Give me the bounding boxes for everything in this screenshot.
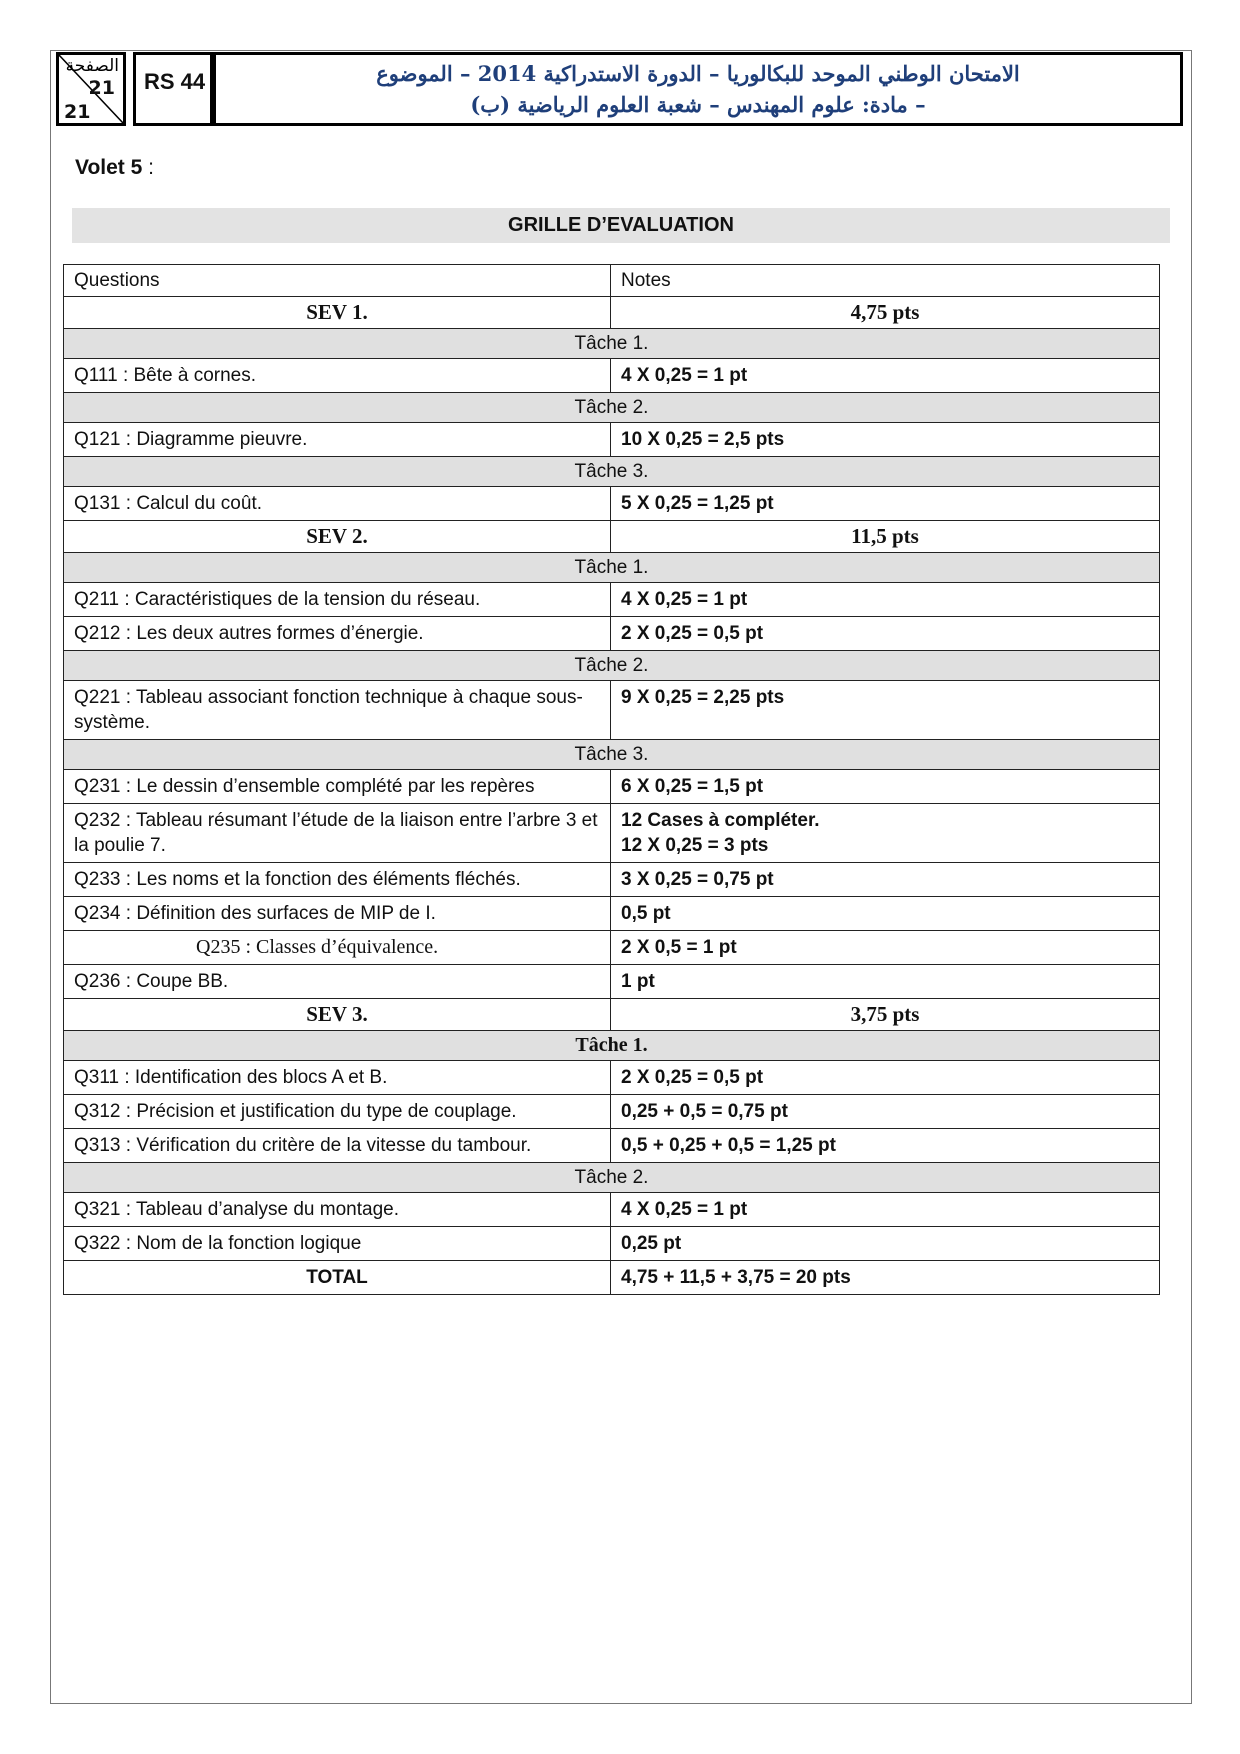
sev3-label: SEV 3. (64, 999, 611, 1031)
table-row (64, 681, 1160, 740)
exam-title-line1: الامتحان الوطني الموحد للبكالوريا – الدورة الاستدراكية 2014 – الموضوع (376, 61, 1020, 86)
question-cell: Q121 : Diagramme pieuvre. (64, 423, 611, 457)
table-row (64, 804, 1160, 863)
total-row (64, 1261, 1160, 1295)
note-cell: 9 X 0,25 = 2,25 pts (611, 681, 1160, 740)
tache-row (64, 393, 1160, 423)
note-cell (611, 804, 1160, 863)
total-value: 4,75 + 11,5 + 3,75 = 20 pts (611, 1261, 1160, 1295)
question-cell: Q131 : Calcul du coût. (64, 487, 611, 521)
note-cell: 6 X 0,25 = 1,5 pt (611, 770, 1160, 804)
question-cell: Q231 : Le dessin d’ensemble complété par les repères (64, 770, 611, 804)
question-cell: Q111 : Bête à cornes. (64, 359, 611, 393)
note-cell: 4 X 0,25 = 1 pt (611, 1193, 1160, 1227)
question-cell: Q233 : Les noms et la fonction des éléments fléchés. (64, 863, 611, 897)
tache-label: Tâche 1. (64, 329, 1160, 359)
tache-row (64, 1163, 1160, 1193)
sev2-label: SEV 2. (64, 521, 611, 553)
table-row (64, 359, 1160, 393)
table-row (64, 863, 1160, 897)
tache-row (64, 553, 1160, 583)
question-cell: Q236 : Coupe BB. (64, 965, 611, 999)
header-notes: Notes (611, 265, 1160, 297)
note-line: 12 Cases à compléter. (621, 810, 820, 831)
tache-label: Tâche 3. (64, 457, 1160, 487)
table-row (64, 423, 1160, 457)
question-cell: Q211 : Caractéristiques de la tension du réseau. (64, 583, 611, 617)
table-row (64, 931, 1160, 965)
exam-title-box (213, 52, 1183, 126)
header-questions: Questions (64, 265, 611, 297)
tache-label: Tâche 2. (64, 651, 1160, 681)
tache-row (64, 1031, 1160, 1061)
grille-title: GRILLE D’EVALUATION (72, 208, 1170, 243)
table-row (64, 1129, 1160, 1163)
table-row (64, 583, 1160, 617)
question-cell: Q235 : Classes d’équivalence. (64, 931, 611, 965)
tache-row (64, 740, 1160, 770)
table-header-row (64, 265, 1160, 297)
question-cell: Q322 : Nom de la fonction logique (64, 1227, 611, 1261)
note-cell: 4 X 0,25 = 1 pt (611, 359, 1160, 393)
table-row (64, 770, 1160, 804)
table-row (64, 965, 1160, 999)
table-row (64, 897, 1160, 931)
table-row (64, 1227, 1160, 1261)
question-cell: Q321 : Tableau d’analyse du montage. (64, 1193, 611, 1227)
note-cell: 0,25 pt (611, 1227, 1160, 1261)
volet-suffix: : (142, 156, 154, 179)
evaluation-table (63, 264, 1160, 1295)
note-cell: 10 X 0,25 = 2,5 pts (611, 423, 1160, 457)
volet-label: Volet 5 (75, 156, 143, 179)
page-total: 21 (64, 101, 91, 123)
table-row (64, 617, 1160, 651)
question-cell: Q212 : Les deux autres formes d’énergie. (64, 617, 611, 651)
page-label: الصفحة (65, 56, 119, 76)
sev3-row (64, 999, 1160, 1031)
question-cell: Q312 : Précision et justification du type de couplage. (64, 1095, 611, 1129)
sev2-points: 11,5 pts (611, 521, 1160, 553)
tache-label: Tâche 1. (64, 553, 1160, 583)
sev3-points: 3,75 pts (611, 999, 1160, 1031)
note-cell: 0,5 + 0,25 + 0,5 = 1,25 pt (611, 1129, 1160, 1163)
table-row (64, 1095, 1160, 1129)
note-cell: 4 X 0,25 = 1 pt (611, 583, 1160, 617)
table-row (64, 1193, 1160, 1227)
note-cell: 3 X 0,25 = 0,75 pt (611, 863, 1160, 897)
exam-title-line2: – مادة: علوم المهندس – شعبة العلوم الرياضية (ب) (470, 92, 926, 117)
volet-heading (75, 156, 154, 180)
tache-label: Tâche 2. (64, 1163, 1160, 1193)
question-cell: Q221 : Tableau associant fonction technique à chaque sous-système. (64, 681, 611, 740)
page-number-box (56, 52, 126, 126)
sev1-row (64, 297, 1160, 329)
note-cell: 0,5 pt (611, 897, 1160, 931)
question-cell: Q311 : Identification des blocs A et B. (64, 1061, 611, 1095)
note-cell: 0,25 + 0,5 = 0,75 pt (611, 1095, 1160, 1129)
tache-label: Tâche 3. (64, 740, 1160, 770)
sev1-label: SEV 1. (64, 297, 611, 329)
note-cell: 2 X 0,5 = 1 pt (611, 931, 1160, 965)
question-cell: Q234 : Définition des surfaces de MIP de I. (64, 897, 611, 931)
tache-row (64, 329, 1160, 359)
table-row (64, 1061, 1160, 1095)
question-cell: Q232 : Tableau résumant l’étude de la liaison entre l’arbre 3 et la poulie 7. (64, 804, 611, 863)
table-row (64, 487, 1160, 521)
exam-code: RS 44 (133, 52, 213, 126)
note-cell: 2 X 0,25 = 0,5 pt (611, 1061, 1160, 1095)
tache-row (64, 651, 1160, 681)
question-cell: Q313 : Vérification du critère de la vitesse du tambour. (64, 1129, 611, 1163)
sev1-points: 4,75 pts (611, 297, 1160, 329)
note-cell: 1 pt (611, 965, 1160, 999)
note-cell: 2 X 0,25 = 0,5 pt (611, 617, 1160, 651)
note-line: 12 X 0,25 = 3 pts (621, 835, 769, 856)
tache-row (64, 457, 1160, 487)
note-cell: 5 X 0,25 = 1,25 pt (611, 487, 1160, 521)
sev2-row (64, 521, 1160, 553)
tache-label: Tâche 2. (64, 393, 1160, 423)
tache-label: Tâche 1. (64, 1031, 1160, 1061)
total-label: TOTAL (64, 1261, 611, 1295)
page-current: 21 (88, 77, 115, 99)
